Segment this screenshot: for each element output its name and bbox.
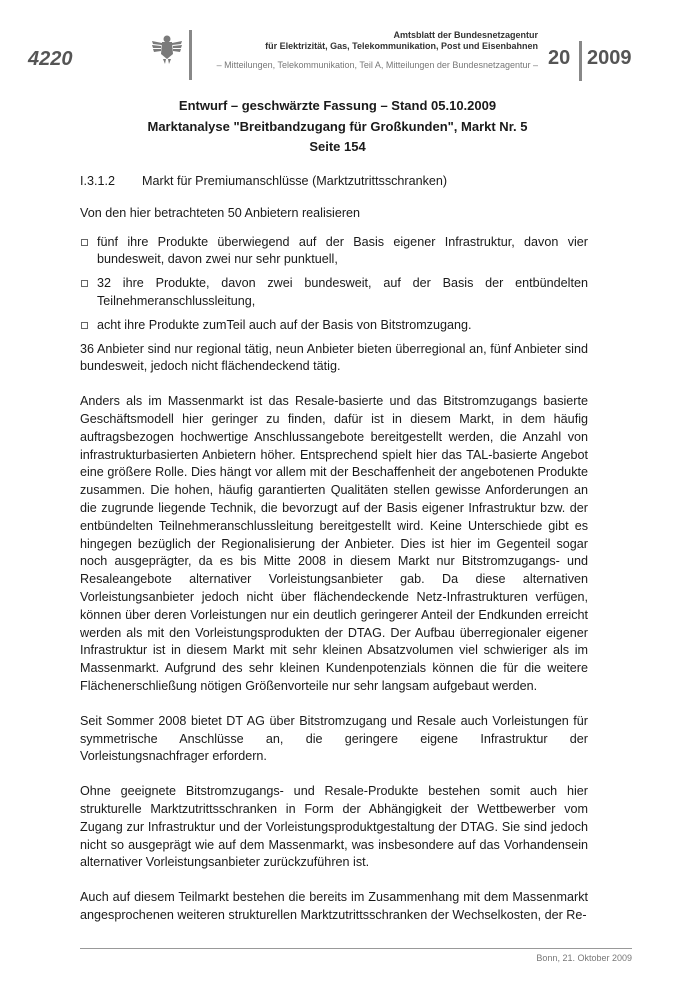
bullet-box-icon	[81, 280, 88, 287]
issue-divider	[579, 41, 582, 81]
list-item-text: fünf ihre Produkte überwiegend auf der Basis eigener Infrastruktur, davon vier bundesweit, davon zwei nur sehr punktuell,	[97, 234, 588, 267]
list-item-text: 32 ihre Produkte, davon zwei bundesweit, auf der Basis der entbündelten Teilnehmeranschlussleitung,	[97, 276, 588, 308]
title-line-draft: Entwurf – geschwärzte Fassung – Stand 05.10.2009	[178, 98, 497, 113]
publication-subtitle: für Elektrizität, Gas, Telekommunikation, Post und Eisenbahnen	[265, 41, 538, 51]
header-text	[196, 30, 538, 71]
document-body	[80, 173, 588, 942]
paragraph-symmetric-access: Seit Sommer 2008 bietet DT AG über Bitstromzugang und Resale auch Vorleistungen für symmetrische Anschlüsse an, die geringere eigene Infrastruktur der Vorleistungsnachfrager erfordern.	[80, 713, 588, 764]
section-number: I.3.1.2	[80, 174, 116, 188]
bullet-box-icon	[81, 322, 88, 329]
paragraph-business-models: Anders als im Massenmarkt ist das Resale-basierte und das Bitstromzugangs basierte Geschäftsmodell hier geringer zu finden, dafür ist in diesem Markt, in dem häufig auftragsbezogen hochwertige Anschlussangebote bereitgestellt werden, die Anzahl von infrastrukturbasierten Anbietern höher. Entsprechend spielt hier das TAL-basierte Angebot eine größere Rolle. Dies hängt vor allem mit der Beschaffenheit der angebotenen Produkte zusammen. Die hohen, häufig garantierten Qualitäten stellen gewisse Anforderungen an die zugrunde liegende Technik, die bevorzugt auf der Basis eigener Infrastruktur bzw. der entbündelten Teilnehmeranschlussleitung bereitgestellt wird. Keine Unterschiede gibt es hingegen bezüglich der Regionalisierung der Anbieter. Dies ist hier im Gegenteil sogar noch ausgeprägter, da es bis Mitte 2008 in diesem Markt nur Bitstromzugangs- und Resaleangebote alternativer Vorleistungsanbieter gab. Da diese alternativen Vorleistungsanbieter jedoch nicht über flächendeckende Netz-Infrastrukturen verfügen, können über deren Vorleistungen nur ein deutlich geringerer Anteil der Endkunden erreicht werden als mit den Vorleistungsprodukten der DTAG. Der Aufbau überregionaler eigener Infrastruktur ist in diesem Markt mit sehr kleinen Absatzvolumen viel schwieriger als im Massenmarkt. Aufgrund des sehr kleinen Kundenpotenzials können die für die weitere Flächenerschließung nötigen Größenvorteile nur sehr langsam aufgebaut werden.	[80, 394, 588, 693]
footer-date: Bonn, 21. Oktober 2009	[536, 953, 632, 963]
page-number: 4220	[28, 48, 73, 70]
issue-year: 2009	[587, 47, 632, 69]
bullet-box-icon	[81, 239, 88, 246]
paragraph-regional: 36 Anbieter sind nur regional tätig, neun Anbieter bieten überregional an, fünf Anbieter sind bundesweit, jedoch nicht flächendeckend tätig.	[80, 341, 588, 374]
paragraph-switching-costs: Auch auf diesem Teilmarkt bestehen die bereits im Zusammenhang mit dem Massenmarkt angesprochenen weiteren strukturellen Marktzutrittsschranken der Wechselkosten, der Re-	[80, 890, 588, 922]
list-item-text: acht ihre Produkte zumTeil auch auf der Basis von Bitstromzugang.	[97, 317, 472, 332]
title-line-page: Seite 154	[309, 139, 366, 154]
list-item	[80, 275, 588, 311]
footer-divider	[80, 948, 632, 949]
paragraph-entry-barriers: Ohne geeignete Bitstromzugangs- und Resale-Produkte bestehen somit auch hier strukturelle Marktzutrittsschranken in Form der Abhängigkeit der Wettbewerber vom Zugang zur Infrastruktur und der Vorleistungsproduktgestaltung der DTAG. Sie sind jedoch nicht so ausgeprägt wie auf dem Massenmarkt, was insbesondere auf das Vorhandensein alternativer Vorleistungsanbieter zurückzuführen ist.	[80, 784, 588, 870]
list-item	[80, 317, 588, 335]
list-item	[80, 234, 588, 270]
header-divider	[189, 30, 192, 80]
issue-number: 20	[548, 47, 571, 69]
intro-paragraph: Von den hier betrachteten 50 Anbietern realisieren	[80, 205, 361, 220]
section-heading	[80, 173, 588, 191]
publication-title: Amtsblatt der Bundesnetzagentur	[393, 30, 538, 40]
provider-list	[80, 234, 588, 335]
section-title: Markt für Premiumanschlüsse (Marktzutrittsschranken)	[142, 174, 448, 188]
federal-eagle-icon	[150, 32, 184, 66]
title-line-analysis: Marktanalyse "Breitbandzugang für Großkunden", Markt Nr. 5	[147, 118, 528, 134]
publication-section: – Mitteilungen, Telekommunikation, Teil A, Mitteilungen der Bundesnetzagentur –	[216, 60, 538, 70]
document-title	[80, 96, 595, 158]
